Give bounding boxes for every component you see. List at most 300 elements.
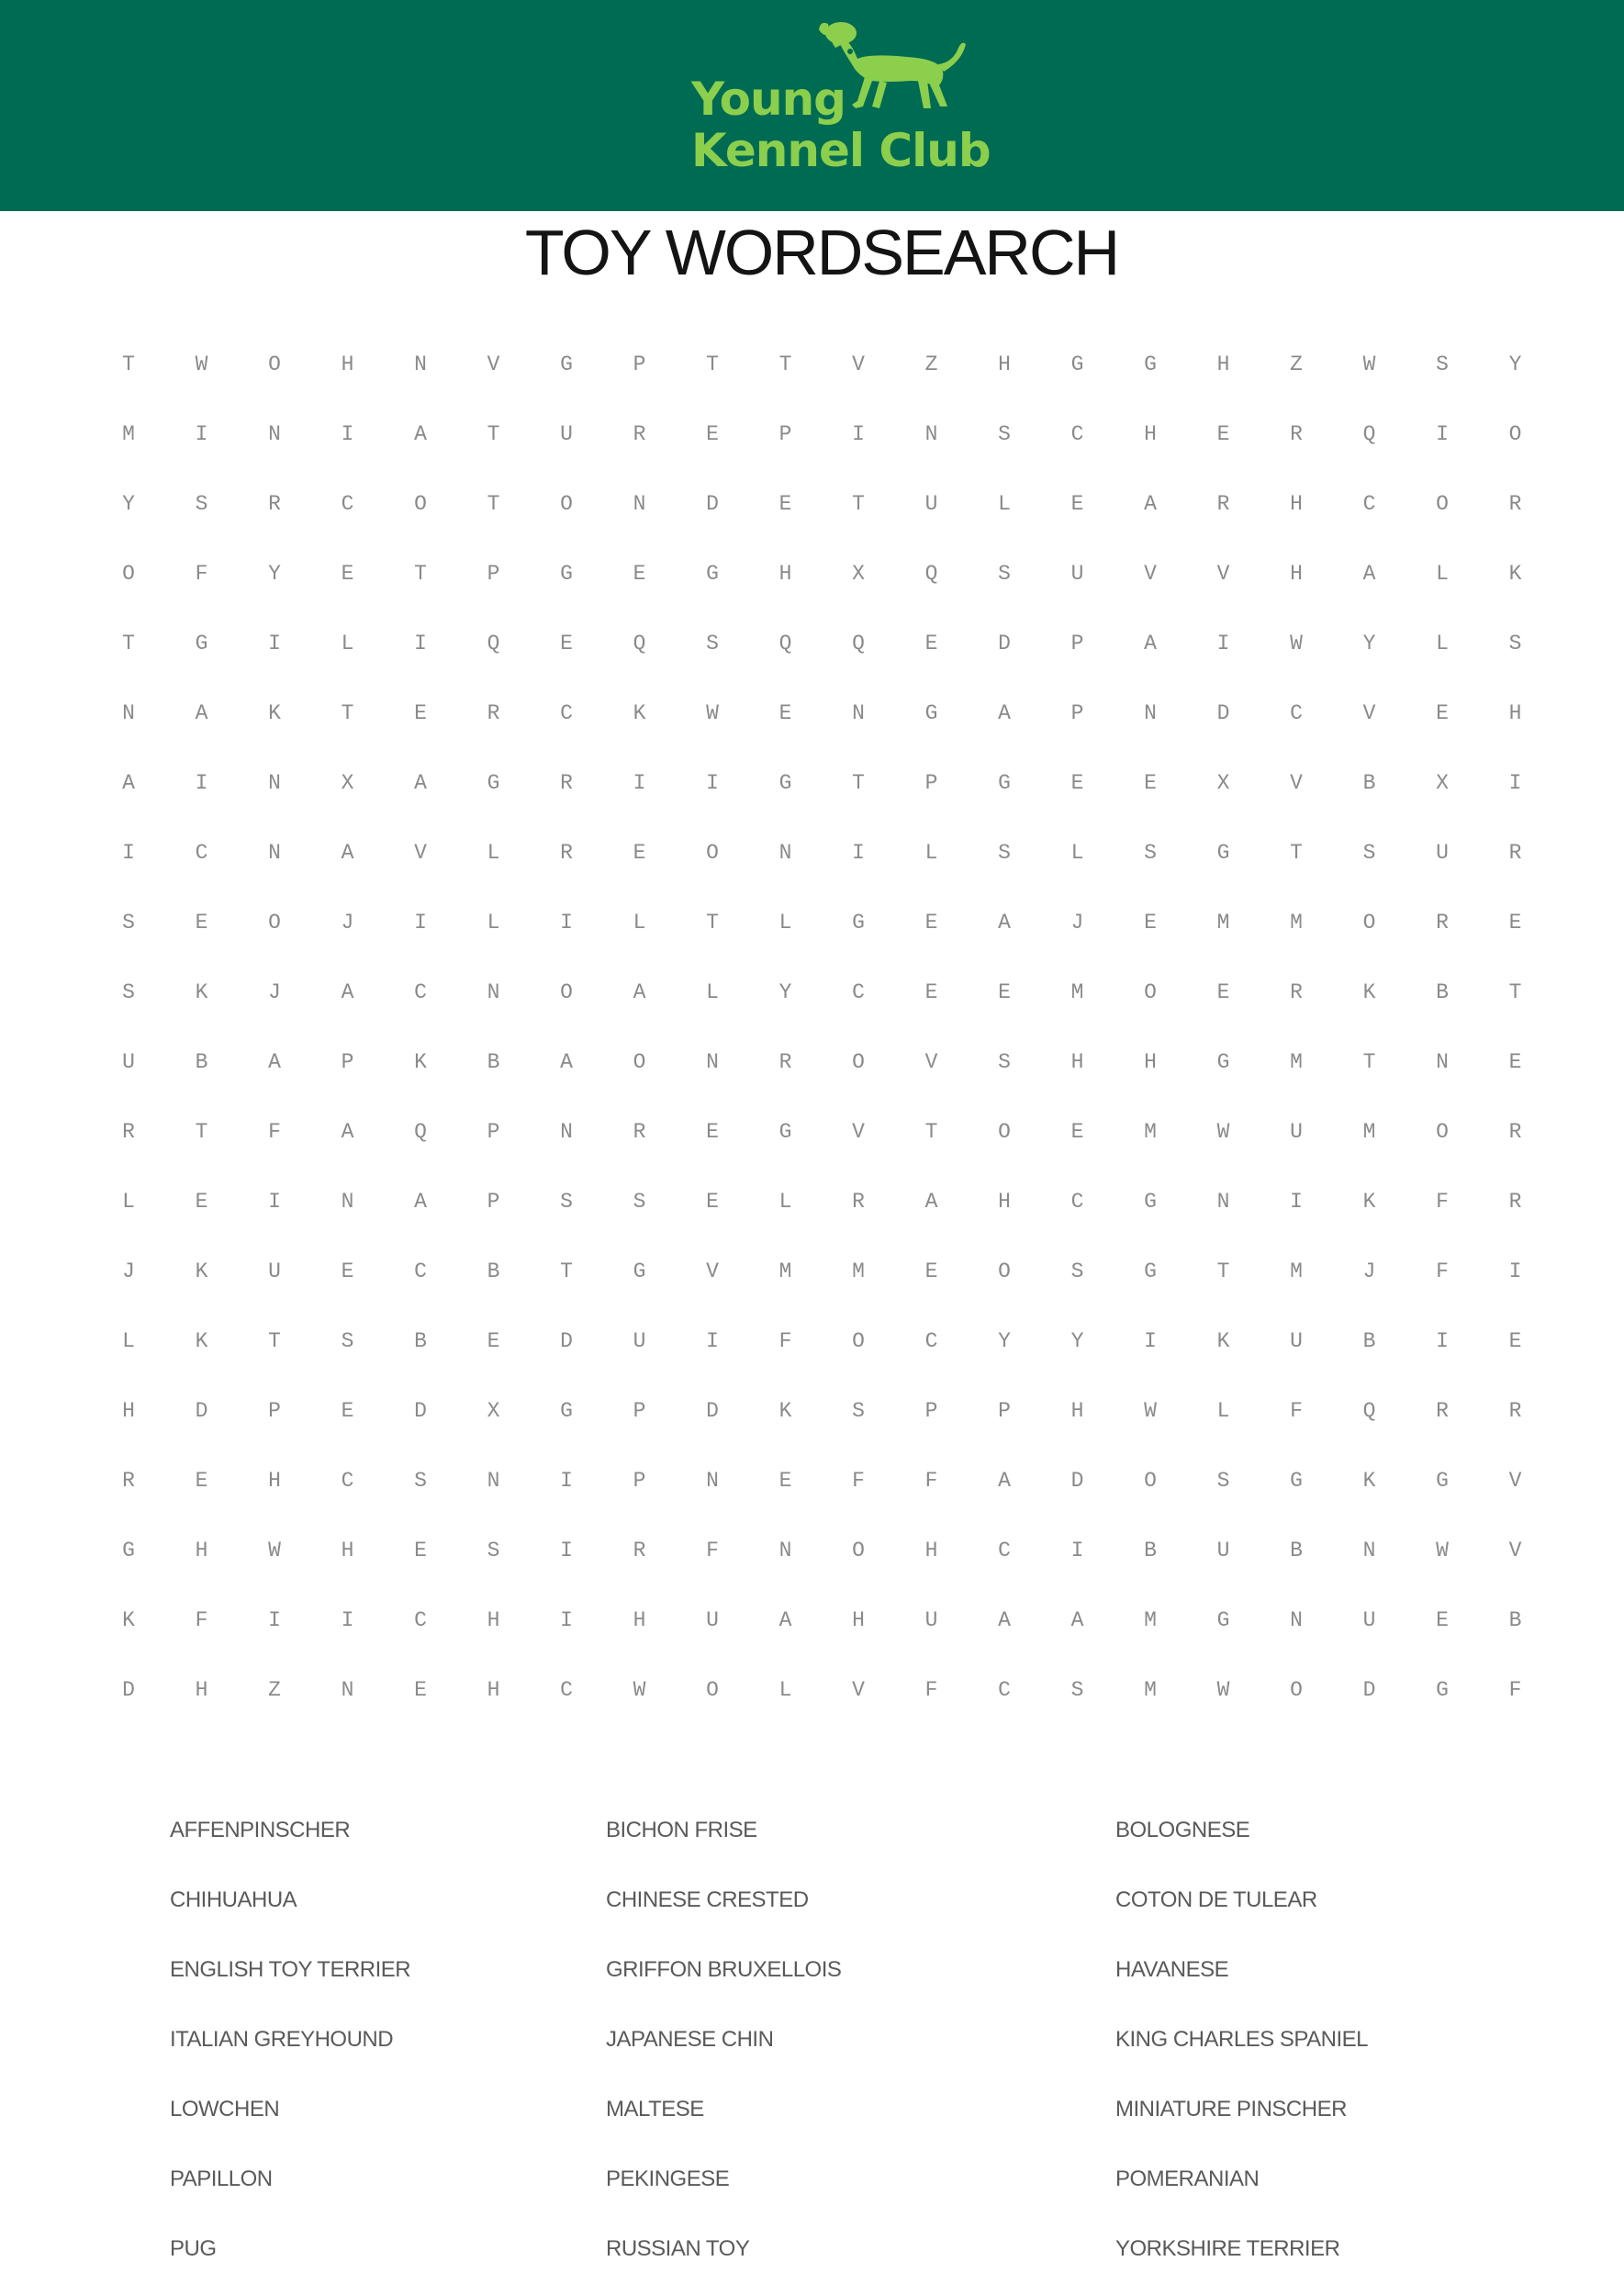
grid-letter: N bbox=[924, 422, 938, 446]
grid-letter: G bbox=[1144, 353, 1157, 376]
grid-letter: G bbox=[778, 1120, 792, 1144]
grid-letter: V bbox=[1508, 1539, 1522, 1562]
grid-letter: E bbox=[1144, 911, 1157, 935]
grid-letter: E bbox=[1508, 1329, 1522, 1353]
grid-letter: D bbox=[560, 1329, 573, 1353]
grid-letter: T bbox=[852, 771, 865, 795]
grid-letter: E bbox=[1508, 1050, 1522, 1074]
grid-letter: O bbox=[706, 841, 719, 865]
grid-letter: L bbox=[778, 911, 792, 935]
grid-letter: I bbox=[633, 771, 646, 795]
grid-letter: B bbox=[1436, 980, 1449, 1004]
grid-letter: N bbox=[778, 1539, 792, 1562]
grid-letter: V bbox=[852, 1678, 865, 1702]
grid-letter: M bbox=[1362, 1120, 1376, 1144]
grid-letter: L bbox=[1436, 562, 1449, 586]
grid-letter: G bbox=[852, 911, 865, 935]
grid-letter: J bbox=[1070, 911, 1084, 935]
grid-letter: O bbox=[268, 911, 281, 935]
grid-letter: E bbox=[1436, 1608, 1449, 1632]
grid-letter: K bbox=[1362, 1469, 1376, 1493]
grid-letter: E bbox=[487, 1329, 500, 1353]
word-list-item: RUSSIAN TOY bbox=[606, 2236, 750, 2261]
grid-letter: O bbox=[1144, 980, 1157, 1004]
grid-letter: K bbox=[1362, 1190, 1376, 1214]
grid-letter: E bbox=[924, 911, 938, 935]
grid-letter: T bbox=[1508, 980, 1522, 1004]
grid-letter: I bbox=[560, 911, 573, 935]
grid-letter: U bbox=[1290, 1120, 1303, 1144]
grid-letter: I bbox=[1070, 1539, 1084, 1562]
grid-letter: I bbox=[1508, 1259, 1522, 1283]
grid-letter: F bbox=[1508, 1678, 1522, 1702]
grid-letter: W bbox=[1216, 1120, 1230, 1144]
grid-letter: E bbox=[1508, 911, 1522, 935]
grid-letter: I bbox=[268, 1190, 281, 1214]
grid-letter: I bbox=[706, 771, 719, 795]
grid-letter: M bbox=[1290, 1050, 1303, 1074]
grid-letter: M bbox=[778, 1259, 792, 1283]
grid-letter: U bbox=[706, 1608, 719, 1632]
grid-letter: A bbox=[195, 701, 208, 725]
grid-letter: G bbox=[1290, 1469, 1303, 1493]
grid-letter: U bbox=[633, 1329, 646, 1353]
grid-letter: H bbox=[195, 1678, 208, 1702]
grid-letter: U bbox=[1216, 1539, 1230, 1562]
grid-letter: S bbox=[1362, 841, 1376, 865]
grid-letter: U bbox=[924, 492, 938, 516]
grid-letter: I bbox=[1436, 422, 1449, 446]
grid-letter: D bbox=[414, 1399, 427, 1423]
grid-letter: P bbox=[633, 1469, 646, 1493]
grid-letter: A bbox=[998, 1608, 1011, 1632]
grid-letter: S bbox=[1144, 841, 1157, 865]
grid-letter: V bbox=[487, 353, 500, 376]
grid-letter: T bbox=[706, 911, 719, 935]
grid-letter: T bbox=[852, 492, 865, 516]
grid-letter: H bbox=[1508, 701, 1522, 725]
grid-letter: E bbox=[633, 562, 646, 586]
grid-letter: U bbox=[560, 422, 573, 446]
grid-letter: H bbox=[998, 353, 1011, 376]
grid-letter: T bbox=[1290, 841, 1303, 865]
grid-letter: E bbox=[1436, 701, 1449, 725]
word-list-item: CHIHUAHUA bbox=[170, 1887, 297, 1912]
grid-letter: J bbox=[341, 911, 354, 935]
grid-letter: F bbox=[268, 1120, 281, 1144]
grid-letter: E bbox=[924, 980, 938, 1004]
grid-letter: H bbox=[924, 1539, 938, 1562]
grid-letter: N bbox=[706, 1469, 719, 1493]
grid-letter: B bbox=[1362, 771, 1376, 795]
grid-letter: A bbox=[414, 1190, 427, 1214]
grid-letter: O bbox=[998, 1259, 1011, 1283]
grid-letter: I bbox=[414, 911, 427, 935]
grid-letter: G bbox=[633, 1259, 646, 1283]
grid-letter: R bbox=[1508, 1120, 1522, 1144]
grid-letter: M bbox=[1144, 1608, 1157, 1632]
grid-letter: S bbox=[341, 1329, 354, 1353]
word-list-item: JAPANESE CHIN bbox=[606, 2027, 774, 2052]
grid-letter: G bbox=[122, 1539, 135, 1562]
grid-letter: V bbox=[1144, 562, 1157, 586]
grid-letter: D bbox=[998, 632, 1011, 655]
grid-letter: Q bbox=[1362, 422, 1376, 446]
grid-letter: E bbox=[778, 492, 792, 516]
grid-letter: P bbox=[268, 1399, 281, 1423]
grid-letter: O bbox=[852, 1329, 865, 1353]
grid-letter: E bbox=[414, 701, 427, 725]
grid-letter: Q bbox=[487, 632, 500, 655]
grid-letter: T bbox=[778, 353, 792, 376]
grid-letter: Y bbox=[1362, 632, 1376, 655]
grid-letter: O bbox=[633, 1050, 646, 1074]
word-list-item: PAPILLON bbox=[170, 2166, 273, 2191]
grid-letter: E bbox=[778, 701, 792, 725]
grid-letter: O bbox=[1144, 1469, 1157, 1493]
grid-letter: D bbox=[706, 1399, 719, 1423]
grid-letter: I bbox=[852, 841, 865, 865]
grid-letter: K bbox=[414, 1050, 427, 1074]
grid-letter: T bbox=[1362, 1050, 1376, 1074]
grid-letter: B bbox=[414, 1329, 427, 1353]
grid-letter: D bbox=[1070, 1469, 1084, 1493]
grid-letter: N bbox=[268, 841, 281, 865]
grid-letter: O bbox=[998, 1120, 1011, 1144]
grid-letter: A bbox=[122, 771, 135, 795]
grid-letter: R bbox=[1508, 841, 1522, 865]
grid-letter: F bbox=[706, 1539, 719, 1562]
grid-letter: L bbox=[122, 1329, 135, 1353]
grid-letter: N bbox=[341, 1190, 354, 1214]
grid-letter: V bbox=[1216, 562, 1230, 586]
grid-letter: R bbox=[268, 492, 281, 516]
grid-letter: E bbox=[414, 1539, 427, 1562]
grid-letter: I bbox=[122, 841, 135, 865]
grid-letter: O bbox=[414, 492, 427, 516]
grid-letter: N bbox=[1144, 701, 1157, 725]
grid-letter: V bbox=[1290, 771, 1303, 795]
grid-letter: L bbox=[778, 1190, 792, 1214]
grid-letter: W bbox=[195, 353, 208, 376]
grid-letter: O bbox=[560, 980, 573, 1004]
word-list-item: GRIFFON BRUXELLOIS bbox=[606, 1957, 842, 1982]
grid-letter: L bbox=[122, 1190, 135, 1214]
grid-letter: Y bbox=[1070, 1329, 1084, 1353]
grid-letter: C bbox=[341, 492, 354, 516]
word-list-item: BICHON FRISE bbox=[606, 1818, 757, 1842]
grid-letter: S bbox=[1216, 1469, 1230, 1493]
grid-letter: R bbox=[633, 422, 646, 446]
grid-letter: S bbox=[998, 841, 1011, 865]
grid-letter: N bbox=[268, 771, 281, 795]
word-list-item: MINIATURE PINSCHER bbox=[1115, 2097, 1347, 2121]
grid-letter: F bbox=[195, 562, 208, 586]
grid-letter: T bbox=[560, 1259, 573, 1283]
grid-letter: I bbox=[1436, 1329, 1449, 1353]
grid-letter: A bbox=[1144, 632, 1157, 655]
grid-letter: R bbox=[1290, 980, 1303, 1004]
word-list-item: POMERANIAN bbox=[1115, 2166, 1260, 2191]
grid-letter: R bbox=[560, 771, 573, 795]
grid-letter: A bbox=[998, 911, 1011, 935]
grid-letter: E bbox=[706, 1120, 719, 1144]
grid-letter: A bbox=[998, 701, 1011, 725]
grid-letter: Y bbox=[1508, 353, 1522, 376]
grid-letter: N bbox=[268, 422, 281, 446]
grid-letter: V bbox=[924, 1050, 938, 1074]
grid-letter: O bbox=[268, 353, 281, 376]
grid-letter: E bbox=[1070, 492, 1084, 516]
grid-letter: P bbox=[341, 1050, 354, 1074]
grid-letter: S bbox=[487, 1539, 500, 1562]
grid-letter: B bbox=[1508, 1608, 1522, 1632]
grid-letter: I bbox=[1144, 1329, 1157, 1353]
grid-letter: S bbox=[195, 492, 208, 516]
grid-letter: T bbox=[195, 1120, 208, 1144]
grid-letter: P bbox=[487, 1190, 500, 1214]
logo-text-young: Young bbox=[691, 73, 846, 126]
grid-letter: N bbox=[122, 701, 135, 725]
grid-letter: D bbox=[122, 1678, 135, 1702]
grid-letter: P bbox=[633, 1399, 646, 1423]
word-list-item: COTON DE TULEAR bbox=[1115, 1887, 1317, 1912]
grid-letter: L bbox=[998, 492, 1011, 516]
grid-letter: U bbox=[268, 1259, 281, 1283]
grid-letter: S bbox=[852, 1399, 865, 1423]
grid-letter: S bbox=[414, 1469, 427, 1493]
grid-letter: Z bbox=[1290, 353, 1303, 376]
grid-letter: L bbox=[341, 632, 354, 655]
grid-letter: U bbox=[924, 1608, 938, 1632]
grid-letter: F bbox=[1436, 1190, 1449, 1214]
grid-letter: G bbox=[560, 353, 573, 376]
grid-letter: S bbox=[122, 911, 135, 935]
grid-letter: E bbox=[560, 632, 573, 655]
grid-letter: N bbox=[341, 1678, 354, 1702]
grid-letter: K bbox=[1362, 980, 1376, 1004]
grid-letter: T bbox=[268, 1329, 281, 1353]
grid-letter: E bbox=[195, 911, 208, 935]
grid-letter: J bbox=[268, 980, 281, 1004]
grid-letter: Z bbox=[924, 353, 938, 376]
grid-letter: Q bbox=[1362, 1399, 1376, 1423]
grid-letter: X bbox=[487, 1399, 500, 1423]
grid-letter: P bbox=[924, 1399, 938, 1423]
grid-letter: A bbox=[560, 1050, 573, 1074]
grid-letter: H bbox=[1070, 1050, 1084, 1074]
grid-letter: L bbox=[1070, 841, 1084, 865]
grid-letter: C bbox=[341, 1469, 354, 1493]
grid-letter: O bbox=[1290, 1678, 1303, 1702]
grid-letter: G bbox=[1144, 1259, 1157, 1283]
grid-letter: N bbox=[706, 1050, 719, 1074]
word-list-item: CHINESE CRESTED bbox=[606, 1887, 809, 1912]
grid-letter: T bbox=[122, 353, 135, 376]
grid-letter: M bbox=[1290, 1259, 1303, 1283]
grid-letter: N bbox=[1436, 1050, 1449, 1074]
grid-letter: Y bbox=[778, 980, 792, 1004]
word-list-item: PUG bbox=[170, 2236, 217, 2261]
grid-letter: W bbox=[633, 1678, 646, 1702]
grid-letter: S bbox=[706, 632, 719, 655]
grid-letter: P bbox=[1070, 632, 1084, 655]
grid-letter: B bbox=[487, 1259, 500, 1283]
grid-letter: H bbox=[998, 1190, 1011, 1214]
grid-letter: G bbox=[560, 562, 573, 586]
grid-letter: G bbox=[487, 771, 500, 795]
grid-letter: I bbox=[414, 632, 427, 655]
grid-letter: C bbox=[1070, 422, 1084, 446]
grid-letter: C bbox=[1070, 1190, 1084, 1214]
grid-letter: R bbox=[122, 1120, 135, 1144]
grid-letter: O bbox=[1362, 911, 1376, 935]
grid-letter: S bbox=[1070, 1678, 1084, 1702]
grid-letter: F bbox=[195, 1608, 208, 1632]
grid-letter: R bbox=[1508, 492, 1522, 516]
grid-letter: S bbox=[122, 980, 135, 1004]
grid-letter: H bbox=[1144, 1050, 1157, 1074]
grid-letter: G bbox=[1436, 1469, 1449, 1493]
grid-letter: I bbox=[560, 1539, 573, 1562]
grid-letter: K bbox=[195, 1329, 208, 1353]
grid-letter: F bbox=[1290, 1399, 1303, 1423]
grid-letter: G bbox=[1144, 1190, 1157, 1214]
grid-letter: I bbox=[1290, 1190, 1303, 1214]
grid-letter: E bbox=[1216, 422, 1230, 446]
grid-letter: P bbox=[924, 771, 938, 795]
grid-letter: O bbox=[852, 1050, 865, 1074]
grid-letter: A bbox=[414, 771, 427, 795]
grid-letter: C bbox=[1290, 701, 1303, 725]
grid-letter: C bbox=[414, 980, 427, 1004]
grid-letter: E bbox=[1144, 771, 1157, 795]
grid-letter: V bbox=[852, 1120, 865, 1144]
grid-letter: W bbox=[1290, 632, 1303, 655]
word-list-item: HAVANESE bbox=[1115, 1957, 1229, 1982]
grid-letter: A bbox=[341, 1120, 354, 1144]
grid-letter: L bbox=[1436, 632, 1449, 655]
grid-letter: H bbox=[341, 353, 354, 376]
grid-letter: H bbox=[268, 1469, 281, 1493]
grid-letter: L bbox=[778, 1678, 792, 1702]
grid-letter: O bbox=[1436, 492, 1449, 516]
grid-letter: H bbox=[1216, 353, 1230, 376]
grid-letter: M bbox=[1216, 911, 1230, 935]
grid-letter: P bbox=[633, 353, 646, 376]
grid-letter: N bbox=[560, 1120, 573, 1144]
grid-letter: L bbox=[706, 980, 719, 1004]
grid-letter: E bbox=[924, 632, 938, 655]
grid-letter: K bbox=[268, 701, 281, 725]
grid-letter: I bbox=[268, 1608, 281, 1632]
grid-letter: A bbox=[268, 1050, 281, 1074]
grid-letter: M bbox=[852, 1259, 865, 1283]
grid-letter: I bbox=[1508, 771, 1522, 795]
grid-letter: N bbox=[414, 353, 427, 376]
grid-letter: R bbox=[487, 701, 500, 725]
grid-letter: F bbox=[924, 1469, 938, 1493]
grid-letter: A bbox=[1070, 1608, 1084, 1632]
grid-letter: N bbox=[778, 841, 792, 865]
grid-letter: N bbox=[633, 492, 646, 516]
grid-letter: O bbox=[706, 1678, 719, 1702]
grid-letter: O bbox=[1436, 1120, 1449, 1144]
grid-letter: E bbox=[1216, 980, 1230, 1004]
grid-letter: F bbox=[852, 1469, 865, 1493]
grid-letter: C bbox=[414, 1608, 427, 1632]
grid-letter: I bbox=[268, 632, 281, 655]
grid-letter: T bbox=[414, 562, 427, 586]
grid-letter: N bbox=[1216, 1190, 1230, 1214]
grid-letter: B bbox=[1362, 1329, 1376, 1353]
grid-letter: A bbox=[633, 980, 646, 1004]
grid-letter: H bbox=[778, 562, 792, 586]
grid-letter: C bbox=[998, 1678, 1011, 1702]
grid-letter: G bbox=[778, 771, 792, 795]
grid-letter: R bbox=[1216, 492, 1230, 516]
grid-letter: F bbox=[1436, 1259, 1449, 1283]
grid-letter: S bbox=[560, 1190, 573, 1214]
grid-letter: Q bbox=[852, 632, 865, 655]
grid-letter: K bbox=[1508, 562, 1522, 586]
grid-letter: U bbox=[1070, 562, 1084, 586]
word-list-item: AFFENPINSCHER bbox=[170, 1818, 351, 1842]
word-list-item: ENGLISH TOY TERRIER bbox=[170, 1957, 411, 1982]
grid-letter: G bbox=[1436, 1678, 1449, 1702]
grid-letter: E bbox=[706, 1190, 719, 1214]
grid-letter: O bbox=[1508, 422, 1522, 446]
grid-letter: Y bbox=[268, 562, 281, 586]
word-list-item: KING CHARLES SPANIEL bbox=[1115, 2027, 1368, 2052]
grid-letter: L bbox=[924, 841, 938, 865]
grid-letter: X bbox=[1436, 771, 1449, 795]
grid-letter: H bbox=[852, 1608, 865, 1632]
grid-letter: B bbox=[1144, 1539, 1157, 1562]
grid-letter: C bbox=[924, 1329, 938, 1353]
grid-letter: G bbox=[560, 1399, 573, 1423]
logo-text-kennel-club: Kennel Club bbox=[691, 124, 991, 177]
grid-letter: I bbox=[341, 1608, 354, 1632]
grid-letter: H bbox=[341, 1539, 354, 1562]
grid-letter: I bbox=[195, 422, 208, 446]
grid-letter: S bbox=[998, 422, 1011, 446]
word-list-item: ITALIAN GREYHOUND bbox=[170, 2027, 394, 2052]
grid-letter: E bbox=[1070, 1120, 1084, 1144]
grid-letter: N bbox=[1362, 1539, 1376, 1562]
grid-letter: E bbox=[924, 1259, 938, 1283]
grid-letter: R bbox=[1508, 1399, 1522, 1423]
grid-letter: R bbox=[852, 1190, 865, 1214]
grid-letter: M bbox=[1290, 911, 1303, 935]
grid-letter: P bbox=[1070, 701, 1084, 725]
grid-letter: P bbox=[998, 1399, 1011, 1423]
grid-letter: C bbox=[414, 1259, 427, 1283]
grid-letter: L bbox=[487, 841, 500, 865]
grid-letter: Q bbox=[633, 632, 646, 655]
grid-letter: B bbox=[1290, 1539, 1303, 1562]
grid-letter: M bbox=[122, 422, 135, 446]
grid-letter: D bbox=[195, 1399, 208, 1423]
grid-letter: K bbox=[195, 980, 208, 1004]
grid-letter: M bbox=[1144, 1120, 1157, 1144]
grid-letter: V bbox=[414, 841, 427, 865]
grid-letter: M bbox=[1070, 980, 1084, 1004]
grid-letter: T bbox=[487, 422, 500, 446]
grid-letter: G bbox=[998, 771, 1011, 795]
grid-letter: H bbox=[122, 1399, 135, 1423]
grid-letter: S bbox=[633, 1190, 646, 1214]
